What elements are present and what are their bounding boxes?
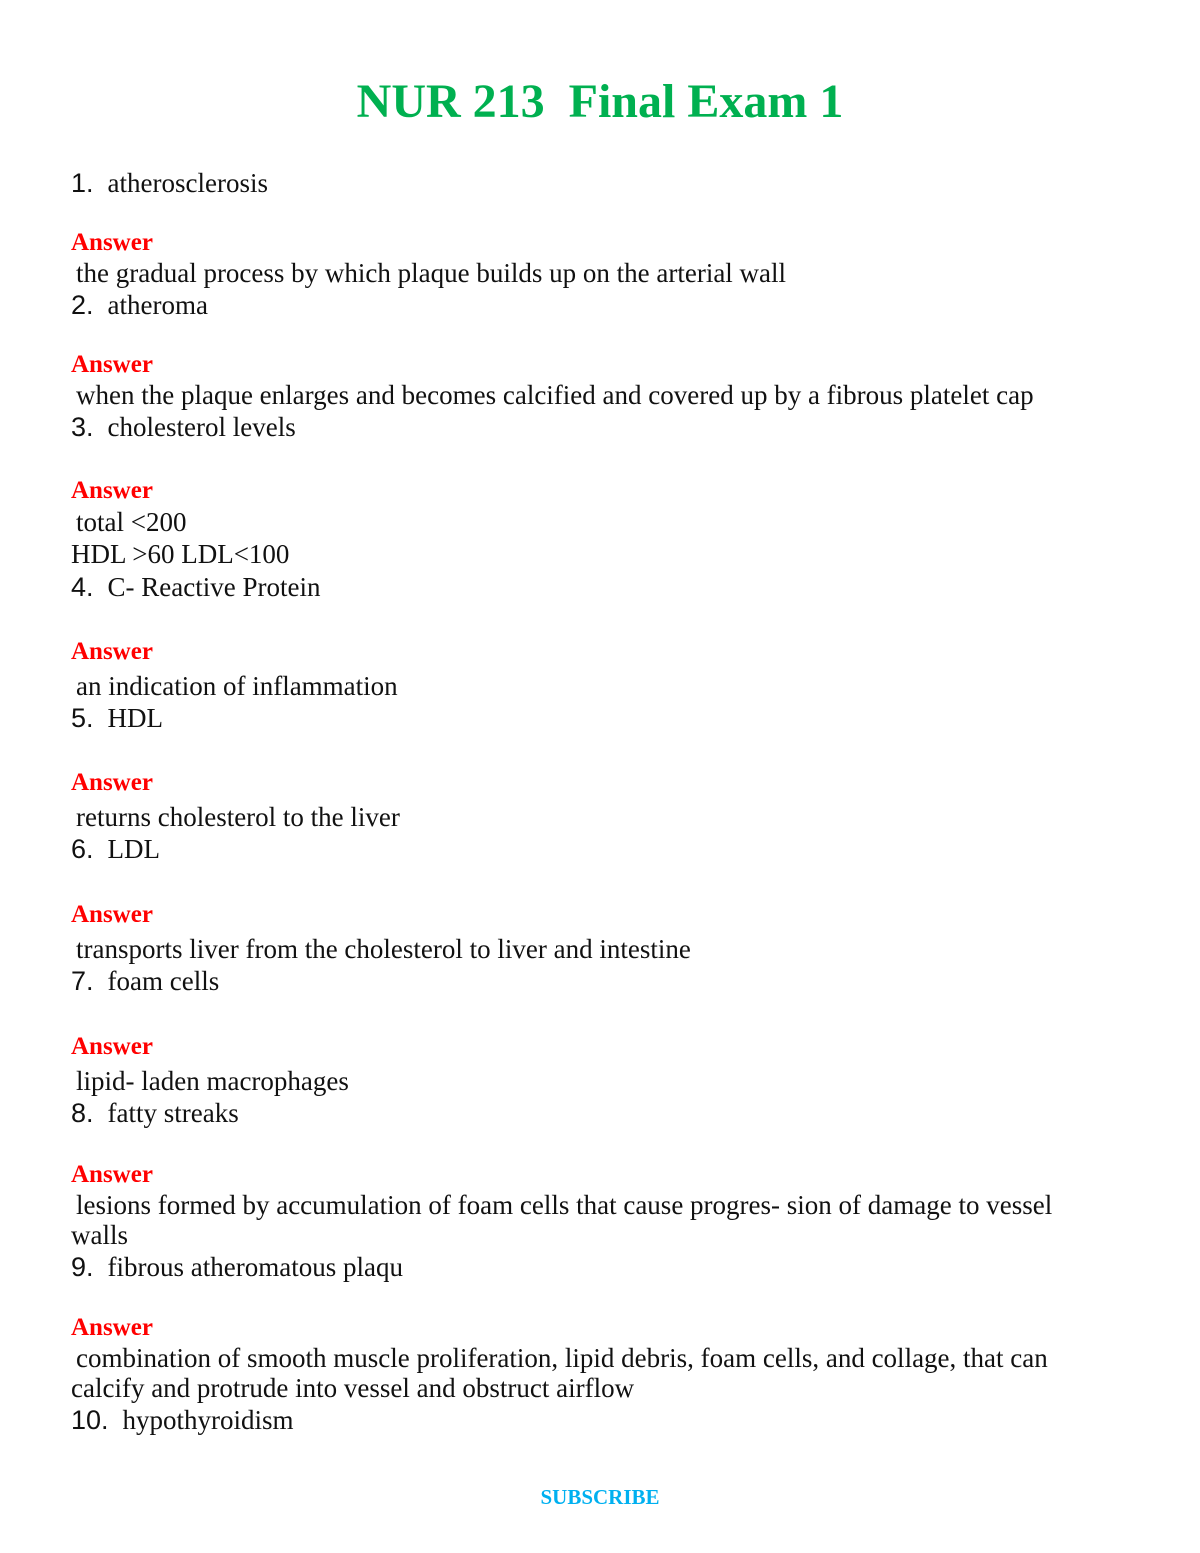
qa-item-8	[71, 1096, 1081, 1250]
answer-line: an indication of inflammation	[76, 671, 398, 701]
question-number: 10.	[71, 1405, 109, 1435]
answer-line: returns cholesterol to the liver	[76, 802, 400, 832]
qa-item-5	[71, 701, 1081, 832]
qa-item-9	[71, 1250, 1081, 1403]
answer-line: walls	[71, 1220, 128, 1250]
question	[71, 1250, 1081, 1284]
question-number: 9.	[71, 1252, 94, 1282]
question-term: atherosclerosis	[107, 168, 268, 198]
answer-text	[71, 934, 1081, 964]
question-term: hypothyroidism	[122, 1405, 294, 1435]
answer-text	[71, 671, 1081, 701]
answer-label: Answer	[71, 229, 153, 256]
answer-text	[71, 1190, 1081, 1250]
question-term: fatty streaks	[107, 1098, 239, 1128]
question-term: fibrous atheromatous plaqu	[107, 1252, 403, 1282]
answer-text	[71, 506, 1081, 570]
qa-item-1	[71, 166, 1081, 288]
question	[71, 288, 1081, 322]
answer-label: Answer	[71, 1314, 153, 1341]
question	[71, 166, 1081, 200]
answer-label: Answer	[71, 351, 153, 378]
question-number: 4.	[71, 572, 94, 602]
subscribe-link[interactable]: SUBSCRIBE	[540, 1485, 660, 1509]
question-term: LDL	[107, 834, 161, 864]
question-term: HDL	[107, 703, 164, 733]
answer-line: transports liver from the cholesterol to liver and intestine	[76, 934, 691, 964]
answer-text	[71, 380, 1081, 410]
answer-line: when the plaque enlarges and becomes calcified and covered up by a fibrous platelet cap	[76, 380, 1034, 410]
question	[71, 701, 1081, 735]
qa-item-7	[71, 964, 1081, 1096]
answer-text	[71, 802, 1081, 832]
question-term: cholesterol levels	[107, 412, 296, 442]
answer-label: Answer	[71, 638, 153, 665]
qa-item-10	[71, 1403, 1081, 1437]
qa-list	[71, 166, 1081, 1437]
question	[71, 832, 1081, 866]
question-number: 7.	[71, 966, 94, 996]
answer-line: lesions formed by accumulation of foam cells that cause progres- sion of damage to vessel	[76, 1190, 1053, 1220]
answer-line: the gradual process by which plaque builds up on the arterial wall	[76, 258, 787, 288]
question	[71, 964, 1081, 998]
question	[71, 1403, 1081, 1437]
qa-item-4	[71, 570, 1081, 701]
qa-item-2	[71, 288, 1081, 410]
answer-text	[71, 1066, 1081, 1096]
answer-label: Answer	[71, 901, 153, 928]
answer-label: Answer	[71, 769, 153, 796]
question	[71, 1096, 1081, 1130]
answer-label: Answer	[71, 1033, 153, 1060]
question-term: C- Reactive Protein	[107, 572, 321, 602]
answer-label: Answer	[71, 1161, 153, 1188]
answer-line: combination of smooth muscle proliferation, lipid debris, foam cells, and collage, that can	[76, 1343, 1048, 1373]
answer-line: lipid- laden macrophages	[76, 1066, 349, 1096]
question	[71, 410, 1081, 444]
answer-line: HDL >60 LDL<100	[71, 539, 290, 569]
question-number: 6.	[71, 834, 94, 864]
question	[71, 570, 1081, 604]
question-number: 3.	[71, 412, 94, 442]
question-number: 5.	[71, 703, 94, 733]
answer-label: Answer	[71, 477, 153, 504]
answer-line: total <200	[76, 507, 187, 537]
question-term: foam cells	[107, 966, 220, 996]
page-title: NUR 213 Final Exam 1	[356, 75, 844, 128]
qa-item-6	[71, 832, 1081, 964]
answer-text	[71, 258, 1081, 288]
answer-line: calcify and protrude into vessel and obstruct airflow	[71, 1373, 635, 1403]
question-number: 1.	[71, 168, 94, 198]
question-term: atheroma	[107, 290, 208, 320]
question-number: 2.	[71, 290, 94, 320]
answer-text	[71, 1343, 1081, 1403]
qa-item-3	[71, 410, 1081, 570]
question-number: 8.	[71, 1098, 94, 1128]
